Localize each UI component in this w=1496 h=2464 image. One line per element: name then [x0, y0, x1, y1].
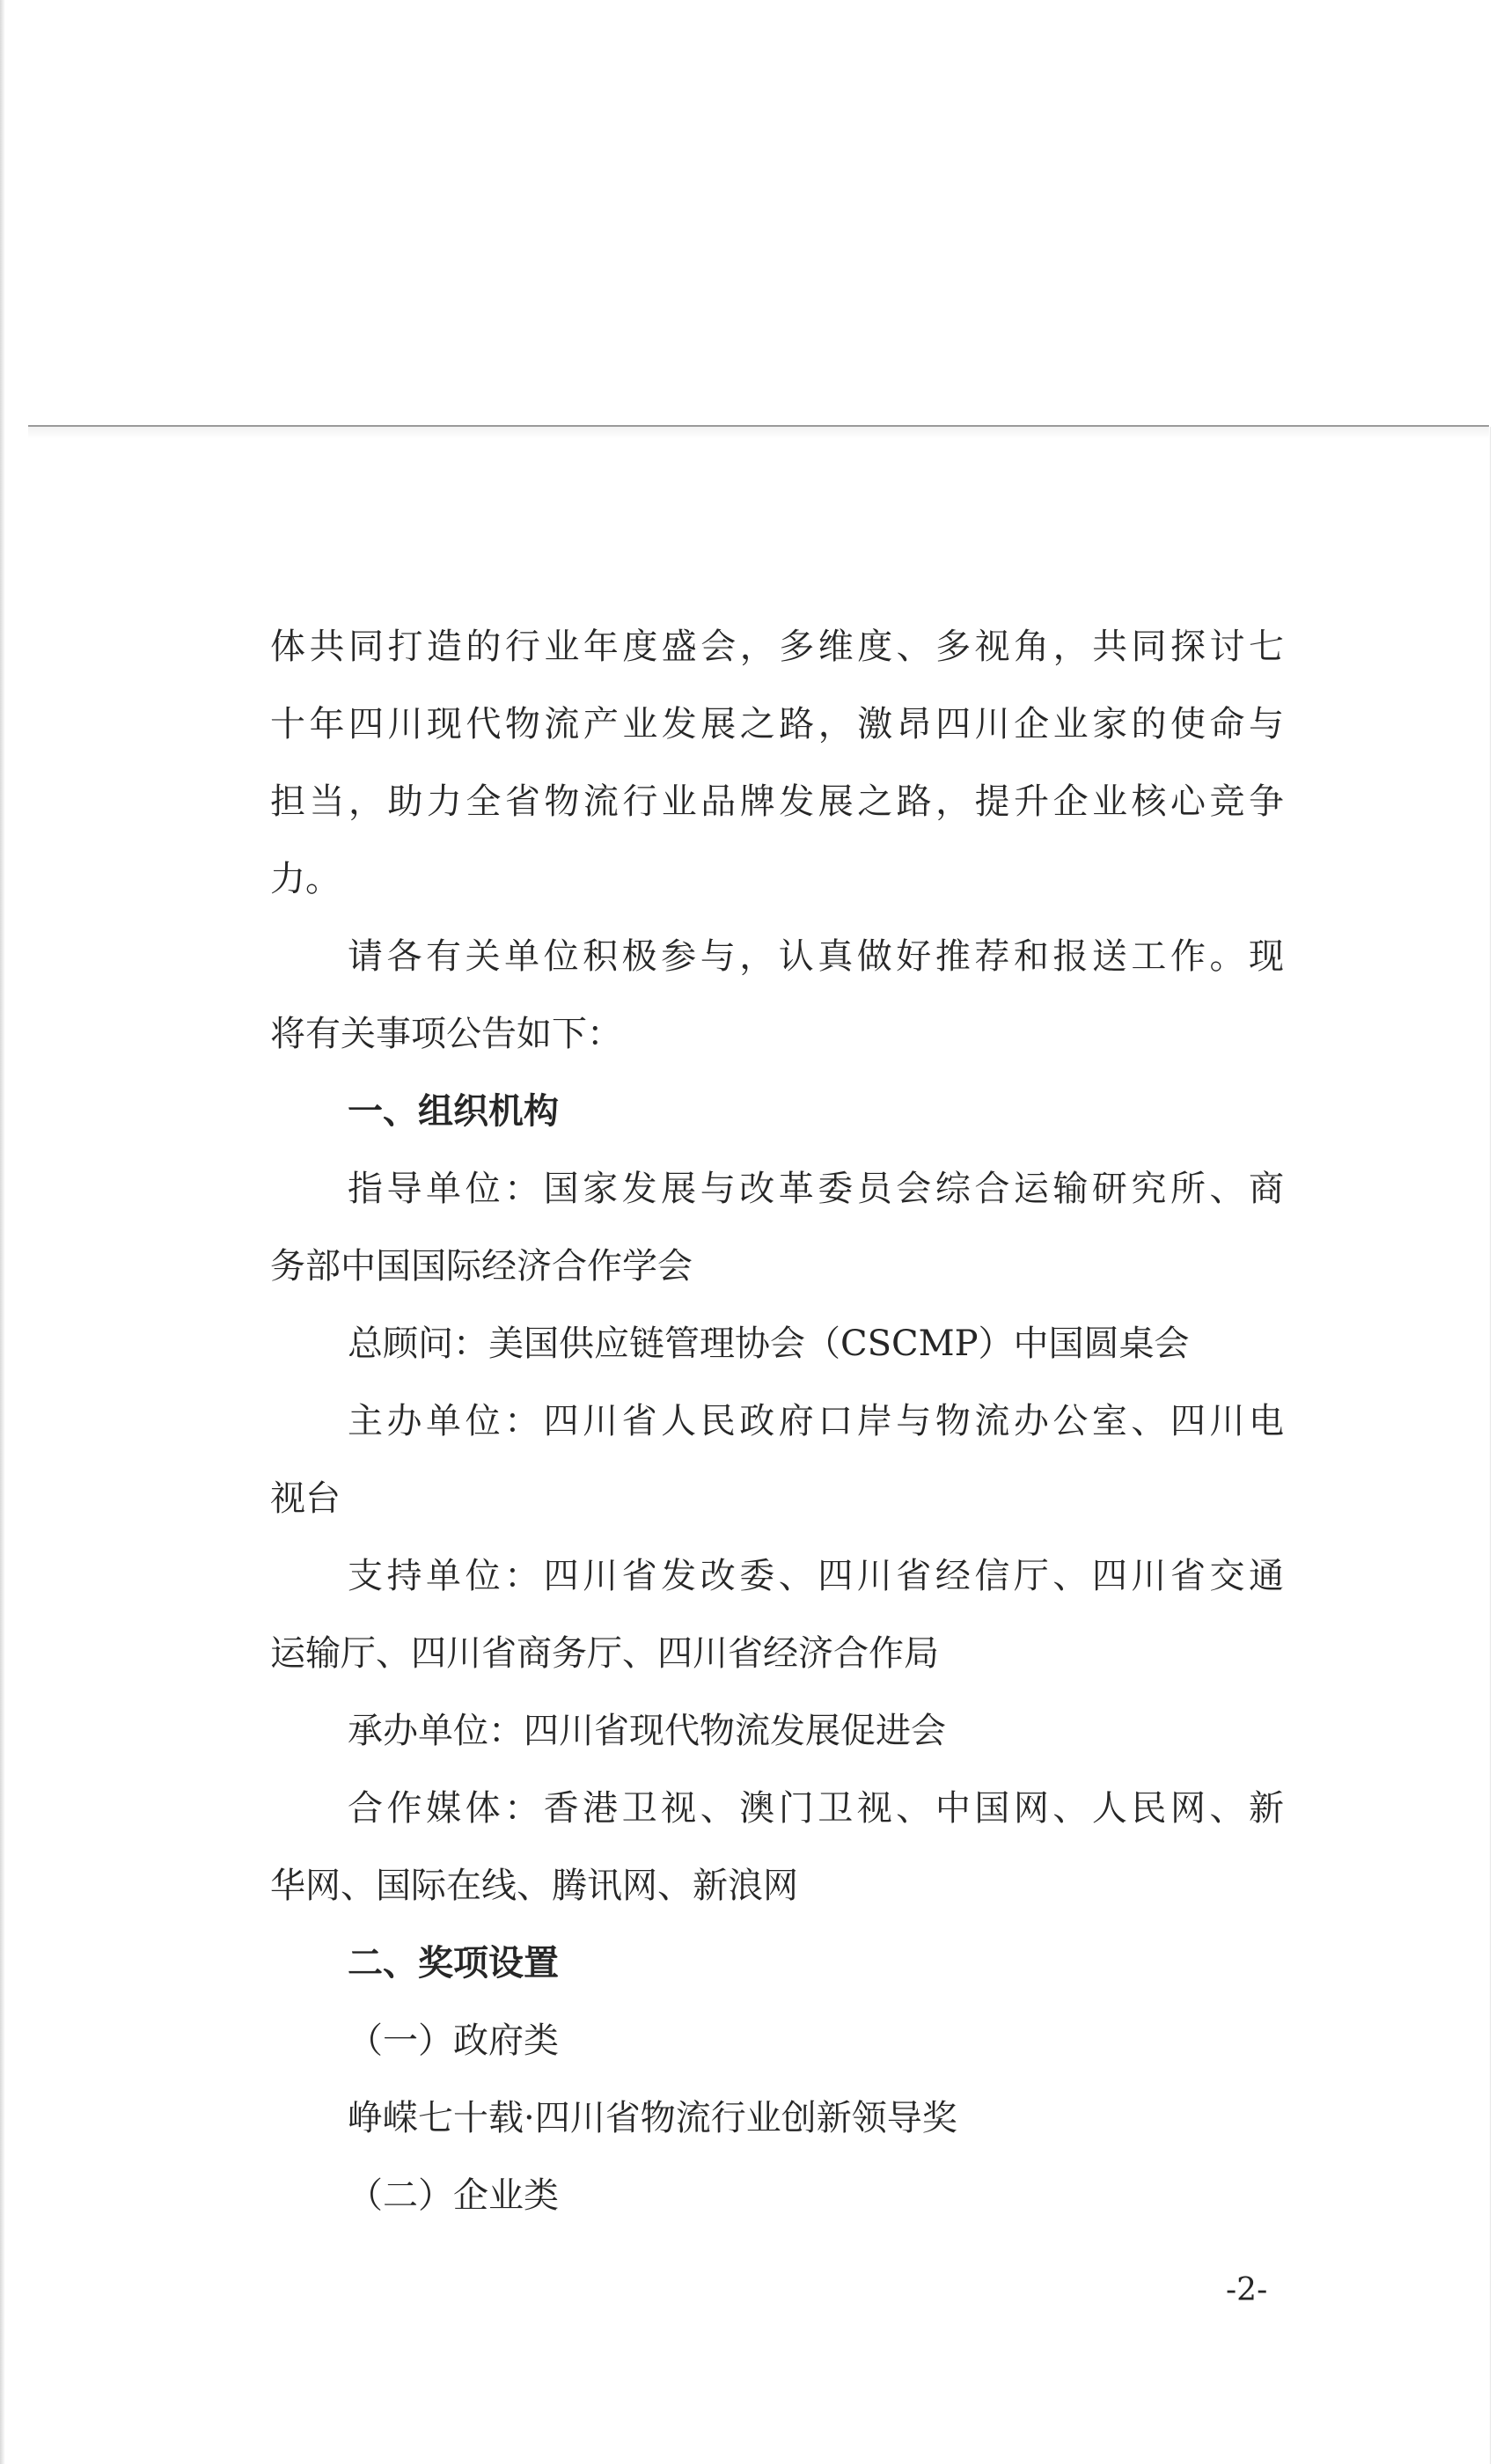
page-shadow — [28, 427, 1489, 439]
subsection-heading-enterprise: （二）企业类 — [348, 2175, 559, 2216]
award-name: 峥嵘七十载·四川省物流行业创新领导奖 — [348, 2098, 957, 2138]
paragraph-line: 合作媒体：香港卫视、澳门卫视、中国网、人民网、新 — [348, 1788, 1284, 1829]
paragraph-line: 运输厅、四川省商务厅、四川省经济合作局 — [270, 1633, 939, 1674]
paragraph-line: 支持单位：四川省发改委、四川省经信厅、四川省交通 — [348, 1556, 1284, 1596]
paragraph-line: 力。 — [270, 859, 341, 899]
page-number: -2- — [1226, 2272, 1268, 2308]
paragraph-line: 将有关事项公告如下： — [270, 1014, 622, 1054]
paragraph-line: 务部中国国际经济合作学会 — [270, 1246, 693, 1287]
scan-edge — [0, 0, 5, 2464]
paragraph-line: 十年四川现代物流产业发展之路，激昂四川企业家的使命与 — [270, 704, 1284, 744]
section-heading-organization: 一、组织机构 — [348, 1091, 559, 1132]
paragraph-line: 总顾问：美国供应链管理协会（CSCMP）中国圆桌会 — [348, 1324, 1190, 1364]
paragraph-line: 主办单位：四川省人民政府口岸与物流办公室、四川电 — [348, 1401, 1284, 1441]
subsection-heading-government: （一）政府类 — [348, 2020, 559, 2061]
paragraph-line: 华网、国际在线、腾讯网、新浪网 — [270, 1866, 798, 1906]
paragraph-line: 指导单位：国家发展与改革委员会综合运输研究所、商 — [348, 1169, 1284, 1209]
page-right-edge — [1490, 427, 1491, 2464]
section-heading-awards: 二、奖项设置 — [348, 1943, 559, 1984]
paragraph-line: 视台 — [270, 1478, 341, 1519]
paragraph-line: 请各有关单位积极参与，认真做好推荐和报送工作。现 — [348, 936, 1284, 977]
paragraph-line: 体共同打造的行业年度盛会，多维度、多视角，共同探讨七 — [270, 627, 1284, 667]
paragraph-line: 承办单位：四川省现代物流发展促进会 — [348, 1711, 946, 1751]
paragraph-line: 担当，助力全省物流行业品牌发展之路，提升企业核心竞争 — [270, 781, 1284, 822]
